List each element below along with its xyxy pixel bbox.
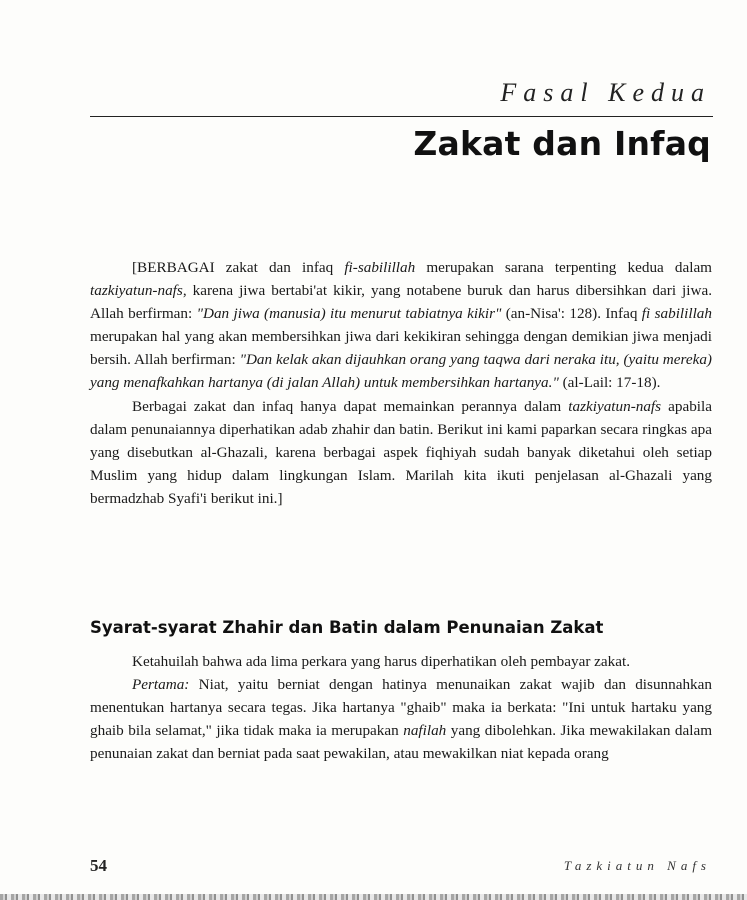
text-run: (an-Nisa': 128). Infaq [501, 305, 642, 323]
intro-paragraph-2 [90, 395, 712, 510]
chapter-label: Fasal Kedua [500, 78, 711, 107]
text-run: Pertama: [132, 676, 190, 694]
text-run: [BERBAGAI zakat dan infaq [132, 259, 345, 276]
intro-text [90, 256, 712, 510]
page-title: Zakat dan Infaq [413, 124, 711, 163]
text-run: merupakan hal yang akan membersihkan jiwa dari kekikiran sehingga dengan demikian jiwa menjadi bersih. Allah berfirman: [90, 328, 712, 369]
text-run: yang dibolehkan. Jika mewakilakan dalam penunaian zakat dan berniat pada saat pewakilan, atau mewakilkan niat kepada orang [90, 722, 713, 763]
text-run: apabila dalam penunaiannya diperhatikan adab zhahir dan batin. Berikut ini kami paparkan secara ringkas apa yang disebutkan al-Ghazali, karena berbagai aspek fiqhiyah sudah banyak diketahui oleh setiap Muslim yang hidup dalam lingkungan Islam. Marilah kita ikuti penjelasan al-Ghazali yang bermadzhab Syafi'i berikut ini.] [90, 397, 712, 507]
section-heading: Syarat-syarat Zhahir dan Batin dalam Penunaian Zakat [90, 618, 604, 637]
text-run: fi sabilillah [641, 305, 712, 323]
page-number: 54 [90, 856, 107, 875]
text-run: fi-sabilillah [344, 259, 416, 276]
section-paragraph-2 [90, 673, 712, 765]
intro-paragraph-1 [90, 256, 712, 395]
header-rule [90, 116, 713, 117]
text-run: Berbagai zakat dan infaq hanya dapat memainkan perannya dalam [132, 397, 569, 415]
running-footer: Tazkiatun Nafs [563, 858, 711, 873]
text-run: tazkiyatun-nafs [568, 397, 662, 415]
text-run: "Dan jiwa (manusia) itu menurut tabiatnya kikir" [196, 305, 502, 323]
text-run: "Dan kelak akan dijauhkan orang yang taqwa dari neraka itu, (yaitu mereka) yang menafkahkan hartanya (di jalan Allah) untuk membersihkan hartanya." [90, 351, 712, 392]
text-run: Niat, yaitu berniat dengan hatinya menunaikan zakat wajib dan disunnahkan menentukan hartanya secara tegas. Jika hartanya "ghaib" maka ia berkata: "Ini untuk hartaku yang ghaib bila selamat," jika tidak maka ia merupakan [90, 676, 712, 740]
text-run: , karena jiwa bertabi'at kikir, yang notabene buruk dan harus dibersihkan dari jiwa. Allah berfirman: [90, 282, 712, 323]
text-run: (al-Lail: 17-18). [558, 374, 661, 392]
section-paragraph-1 [90, 650, 712, 673]
text-run: Ketahuilah bahwa ada lima perkara yang harus diperhatikan oleh pembayar zakat. [132, 653, 631, 670]
section-text [90, 650, 712, 765]
text-run: nafilah [403, 722, 447, 740]
text-run: merupakan sarana terpenting kedua dalam [415, 259, 712, 276]
text-run: tazkiyatun-nafs [90, 282, 183, 300]
scan-edge [0, 894, 747, 900]
